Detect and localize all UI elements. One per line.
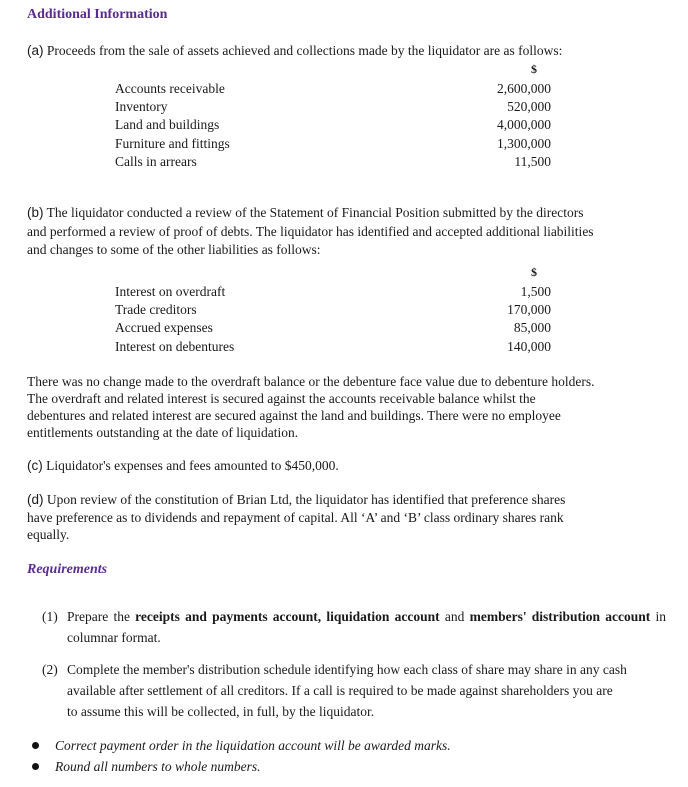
- note-line-4: entitlements outstanding at the date of liquidation.: [27, 425, 299, 440]
- section-b-line-1: The liquidator conducted a review of the Statement of Financial Position submitted by the directors: [46, 205, 584, 220]
- row-name: Interest on overdraft: [115, 284, 226, 299]
- table-row: [115, 319, 551, 337]
- table-row: [115, 80, 551, 98]
- section-b-line-2: and performed a review of proof of debts. The liquidator has identified and accepted additional liabilities: [27, 223, 594, 239]
- table-row: [115, 116, 551, 134]
- row-amount: 1,500: [520, 284, 551, 299]
- section-d: [27, 491, 663, 544]
- page-title: Additional Information: [27, 7, 168, 22]
- row-name: Furniture and fittings: [115, 135, 230, 151]
- row-name: Interest on debentures: [115, 338, 235, 354]
- row-name: Trade creditors: [115, 302, 197, 318]
- note-line-3: debentures and related interest are secured against the land and buildings. There were no employee: [27, 408, 561, 423]
- requirement-number: (1): [42, 609, 58, 624]
- row-amount: 4,000,000: [497, 117, 551, 133]
- section-b-intro: [27, 204, 663, 260]
- section-a-table: [115, 80, 551, 171]
- row-amount: 2,600,000: [497, 81, 551, 96]
- note-line-2: The overdraft and related interest is secured against the accounts receivable balance whilst the: [27, 391, 536, 406]
- bullet-icon: [32, 742, 39, 749]
- requirement-1: (1) Prepare the receipts and payments account, liquidation account and members' distribution account in columnar format.: [42, 606, 666, 648]
- note-text: Correct payment order in the liquidation account will be awarded marks.: [55, 738, 451, 753]
- requirements-title: Requirements: [27, 562, 108, 577]
- table-row: [115, 98, 551, 116]
- requirement-number: (2): [42, 662, 58, 677]
- section-b-label: (b): [27, 205, 44, 220]
- section-a-label: (a): [27, 43, 44, 58]
- row-name: Inventory: [115, 99, 168, 115]
- bullet-icon: [32, 763, 39, 770]
- row-amount: 85,000: [513, 320, 551, 336]
- section-c-label: (c): [27, 458, 43, 473]
- table-row: [115, 301, 551, 319]
- list-item: [32, 757, 261, 777]
- list-item: [32, 736, 451, 756]
- note-text: Round all numbers to whole numbers.: [55, 759, 261, 774]
- row-amount: 1,300,000: [497, 135, 551, 151]
- table-row: [115, 135, 551, 153]
- section-d-label: (d): [27, 492, 44, 507]
- note-line-1: There was no change made to the overdraft balance or the debenture face value due to debenture holders.: [27, 374, 595, 389]
- requirement-2: [42, 659, 666, 722]
- row-name: Land and buildings: [115, 117, 220, 133]
- section-d-line-2: have preference as to dividends and repayment of capital. All ‘A’ and ‘B’ class ordinary shares rank: [27, 509, 564, 525]
- row-name: Accrued expenses: [115, 320, 213, 336]
- section-a-text: Proceeds from the sale of assets achieved and collections made by the liquidator are as follows:: [46, 43, 563, 58]
- row-name: Calls in arrears: [115, 153, 197, 169]
- section-b-currency: $: [531, 265, 537, 279]
- table-row: [115, 338, 551, 356]
- requirement-2-line-2: available after settlement of all creditors. If a call is required to be made against shareholders you are: [67, 683, 613, 698]
- table-row: [115, 153, 551, 171]
- section-b-table: [115, 283, 551, 356]
- section-c: [27, 457, 663, 476]
- section-d-line-1: Upon review of the constitution of Brian Ltd, the liquidator has identified that preference shares: [46, 492, 566, 507]
- section-b-note: [27, 373, 663, 441]
- row-amount: 140,000: [507, 338, 551, 354]
- row-amount: 170,000: [507, 302, 551, 318]
- requirement-2-line-3: to assume this will be collected, in full, by the liquidator.: [67, 704, 375, 719]
- row-name: Accounts receivable: [115, 81, 225, 96]
- requirement-2-line-1: Complete the member's distribution schedule identifying how each class of share may share in any cash: [67, 662, 627, 677]
- section-c-text: Liquidator's expenses and fees amounted to $450,000.: [46, 458, 339, 473]
- section-a-currency: $: [531, 62, 537, 76]
- row-amount: 11,500: [514, 153, 551, 169]
- row-amount: 520,000: [507, 99, 551, 115]
- section-d-line-3: equally.: [27, 527, 70, 542]
- section-b-line-3: and changes to some of the other liabilities as follows:: [27, 242, 321, 257]
- section-a-intro: [27, 42, 663, 61]
- table-row: [115, 283, 551, 301]
